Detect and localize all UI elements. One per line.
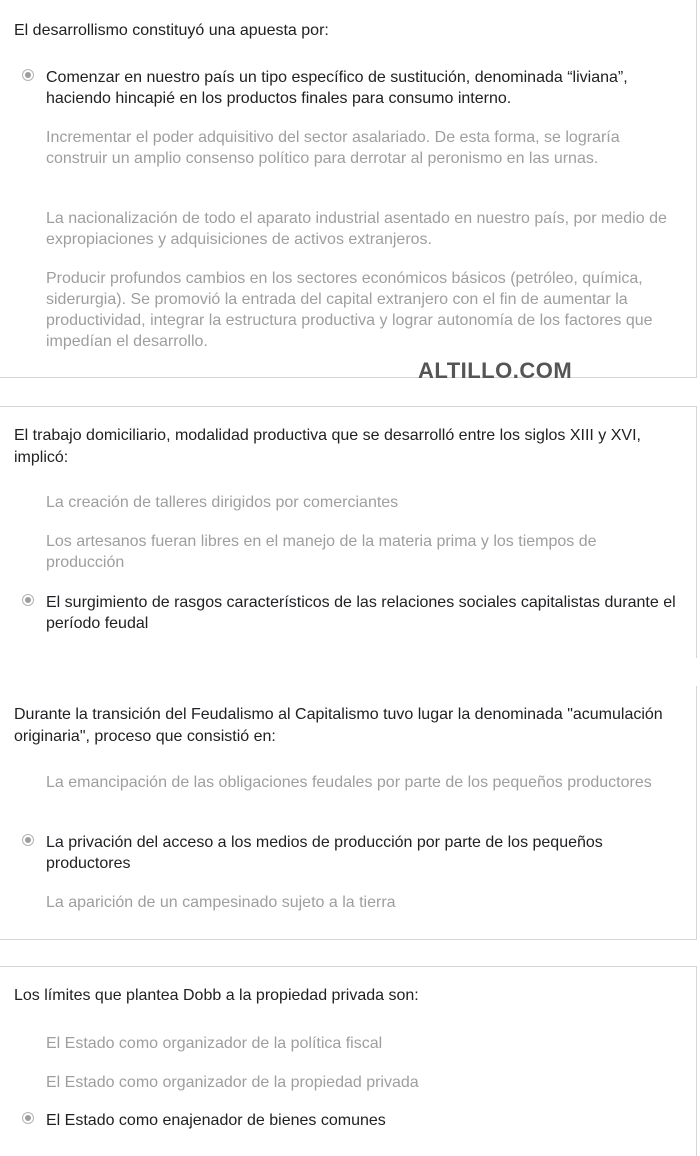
option-label: El Estado como enajenador de bienes comunes <box>46 1112 386 1129</box>
option-q4-a[interactable] <box>46 1033 678 1054</box>
radio-selected-icon[interactable] <box>22 834 34 846</box>
radio-selected-icon[interactable] <box>22 69 34 81</box>
option-q3-a[interactable] <box>46 772 678 793</box>
option-q1-c[interactable] <box>46 208 678 250</box>
option-label: La privación del acceso a los medios de producción por parte de los pequeños productores <box>46 834 603 872</box>
question-text: Los límites que plantea Dobb a la propiedad privada son: <box>14 987 419 1004</box>
question-card-2 <box>0 406 697 658</box>
option-label: El Estado como organizador de la política fiscal <box>46 1035 383 1052</box>
option-q2-b[interactable] <box>46 531 678 573</box>
question-card-1 <box>0 0 697 378</box>
option-q2-a[interactable] <box>46 492 678 513</box>
option-label: La creación de talleres dirigidos por comerciantes <box>46 494 399 511</box>
option-q3-c[interactable] <box>46 892 678 913</box>
option-label: La nacionalización de todo el aparato industrial asentado en nuestro país, por medio de expropiaciones y adquisiciones de activos extranjeros. <box>46 210 667 248</box>
option-label: Comenzar en nuestro país un tipo específico de sustitución, denominada “liviana”, haciendo hincapié en los productos finales para consumo interno. <box>46 69 628 107</box>
option-label: Los artesanos fueran libres en el manejo de la materia prima y los tiempos de producción <box>46 533 597 571</box>
option-label: El Estado como organizador de la propiedad privada <box>46 1074 419 1091</box>
option-q3-b[interactable] <box>46 832 678 874</box>
question-text: El trabajo domiciliario, modalidad productiva que se desarrolló entre los siglos XIII y XVI, implicó: <box>14 427 641 466</box>
option-q2-c[interactable] <box>46 592 678 634</box>
watermark-logo: ALTILLO.COM <box>418 358 573 383</box>
question-text: Durante la transición del Feudalismo al Capitalismo tuvo lugar la denominada "acumulación originaria", proceso que consistió en: <box>14 706 663 745</box>
option-q4-b[interactable] <box>46 1072 678 1093</box>
option-label: La aparición de un campesinado sujeto a la tierra <box>46 894 396 911</box>
option-q1-b[interactable] <box>46 127 678 169</box>
option-label: El surgimiento de rasgos característicos de las relaciones sociales capitalistas durante el período feudal <box>46 594 676 632</box>
radio-selected-icon[interactable] <box>22 1112 34 1124</box>
radio-selected-icon[interactable] <box>22 594 34 606</box>
question-card-3 <box>0 686 697 940</box>
option-label: Incrementar el poder adquisitivo del sector asalariado. De esta forma, se lograría construir un amplio consenso político para derrotar al peronismo en las urnas. <box>46 129 620 167</box>
question-text: El desarrollismo constituyó una apuesta por: <box>14 22 329 39</box>
option-q1-a[interactable] <box>46 67 678 109</box>
option-q4-c[interactable] <box>46 1110 678 1131</box>
option-label: Producir profundos cambios en los sectores económicos básicos (petróleo, química, siderurgia). Se promovió la entrada del capital extranjero con el fin de aumentar la productividad, integrar la estructura productiva y lograr autonomía de los factores que impedían el desarrollo. <box>46 270 653 350</box>
option-label: La emancipación de las obligaciones feudales por parte de los pequeños productores <box>46 774 652 791</box>
question-card-4 <box>0 966 697 1156</box>
option-q1-d[interactable] <box>46 268 678 352</box>
